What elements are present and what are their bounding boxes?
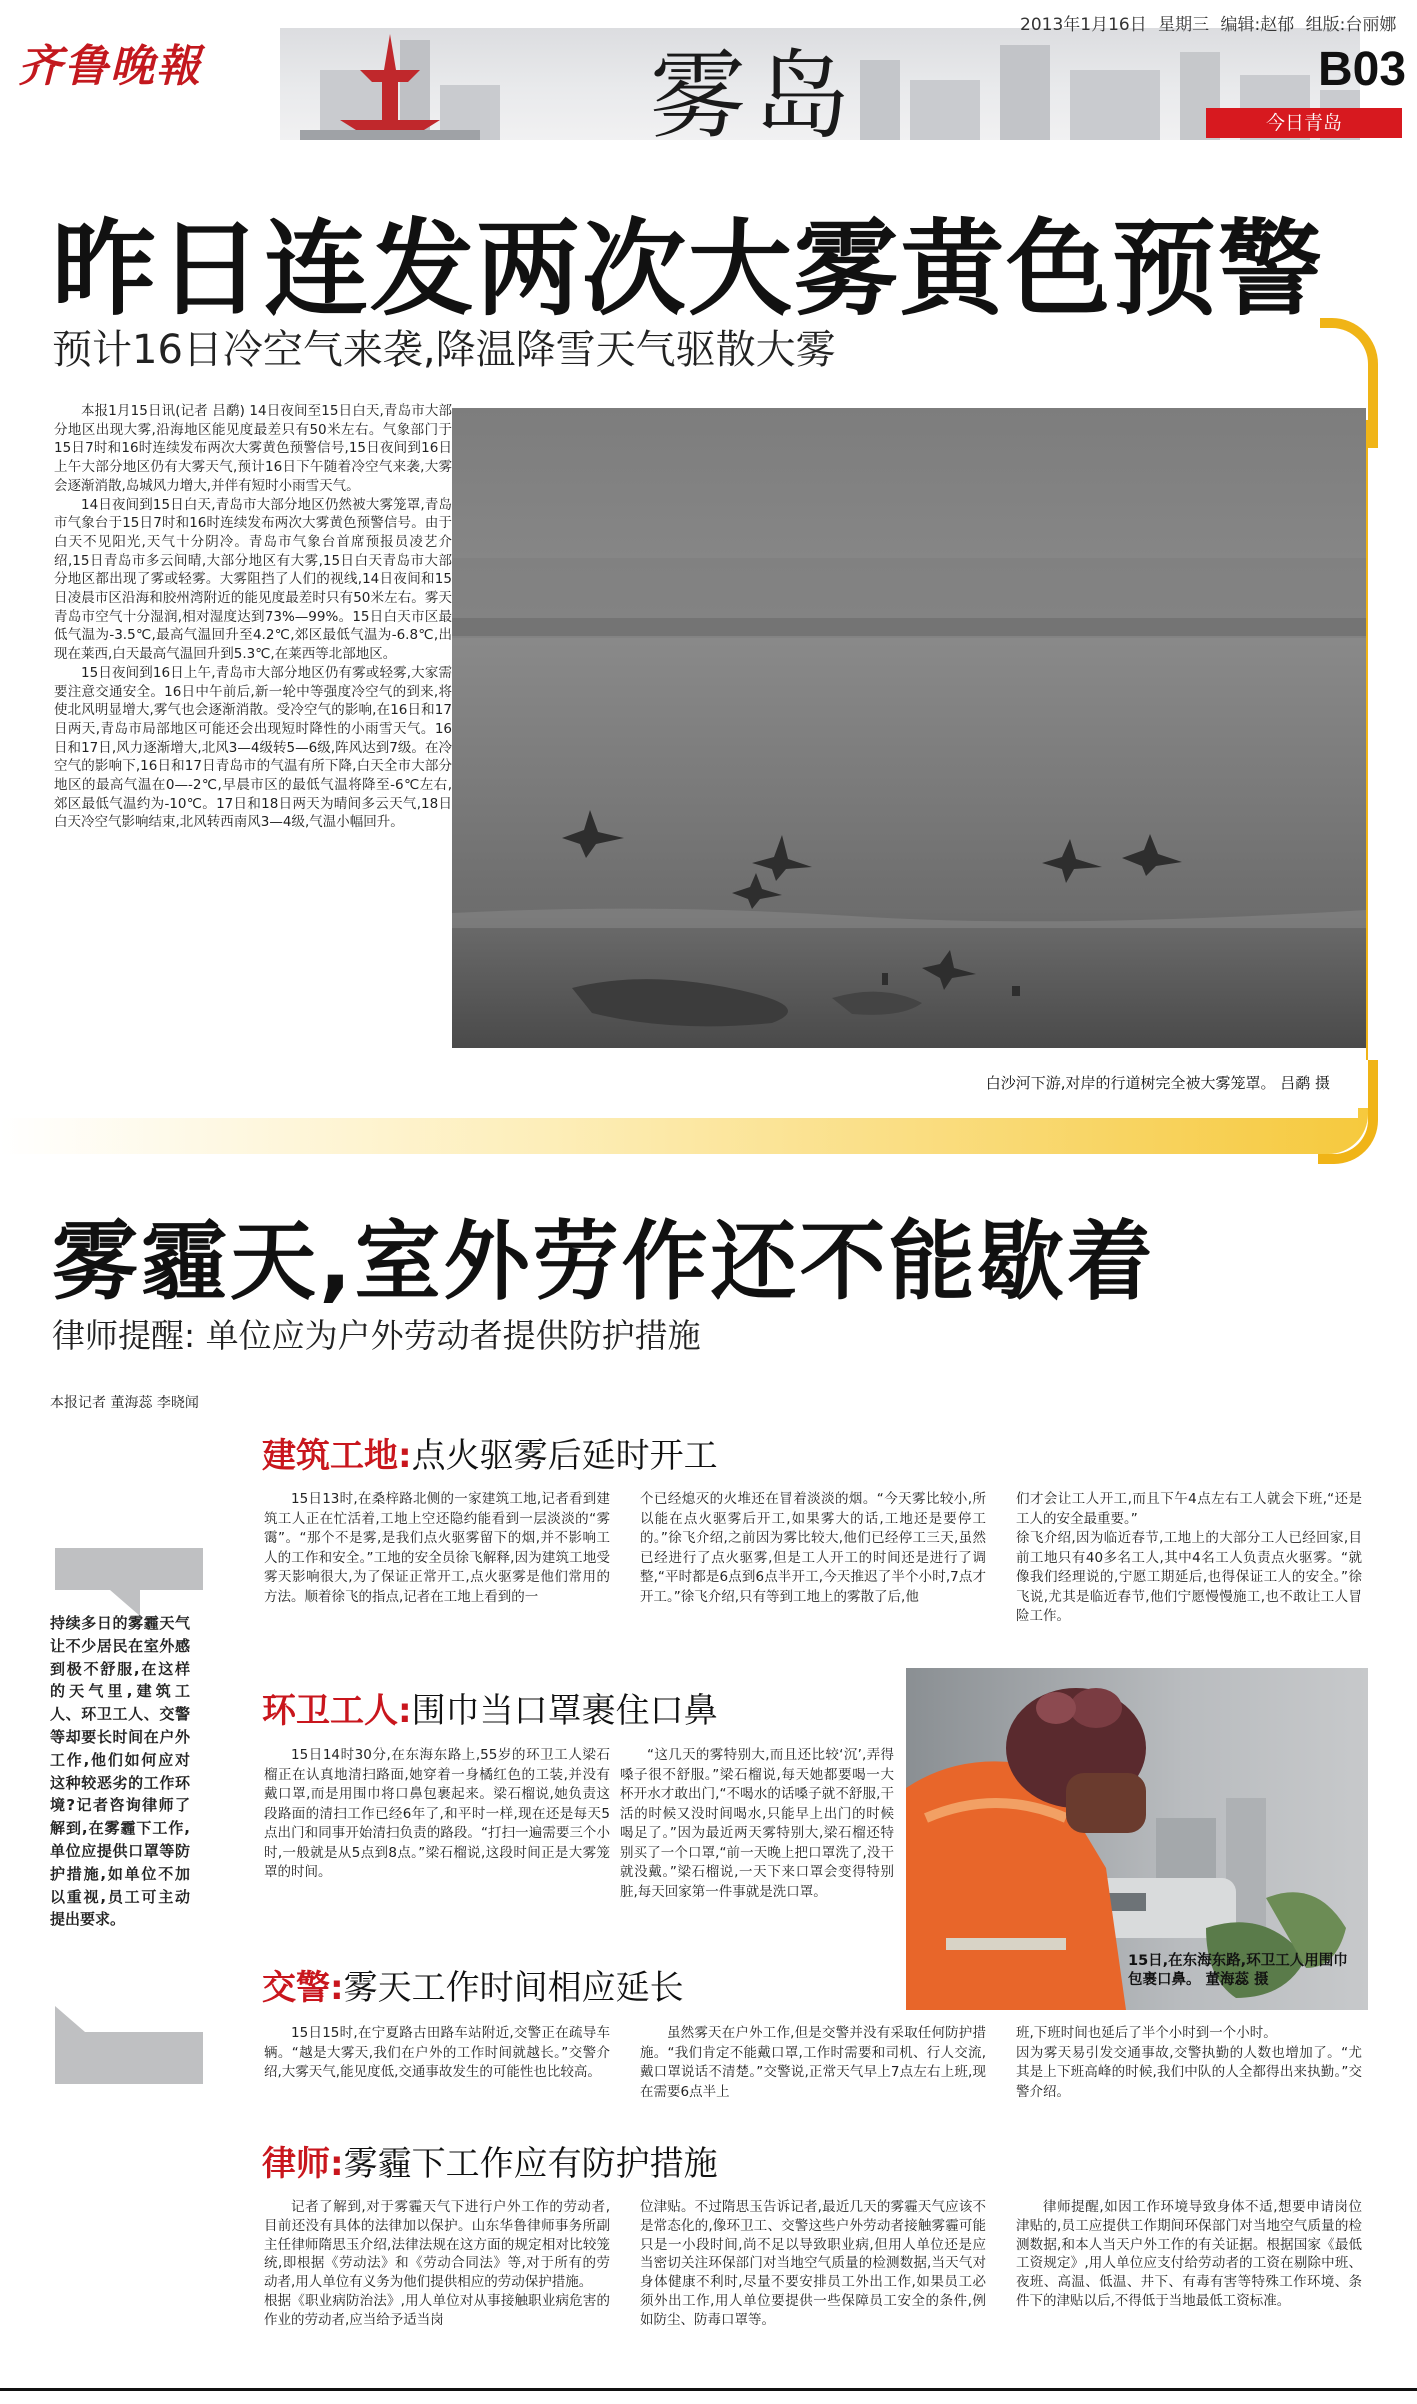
article-1-paragraph: 14日夜间到15日白天,青岛市大部分地区仍然被大雾笼罩,青岛市气象台于15日7时和16时连续发布两次大雾黄色预警信号。由于白天不见阳光,天气十分阴冷。青岛市气象台首席预报员凌艺介绍,15日青岛市多云间晴,大部分地区有大雾,15日白天青岛市大部分地区都出现了雾或轻雾。大雾阻挡了人们的视线,14日夜间和15日凌晨市区沿海和胶州湾附近的能见度最差时只有50米左右。雾天青岛市空气十分湿润,相对湿度达到73%—99%。15日白天市区最低气温为-3.5℃,最高气温回升至4.2℃,郊区最低气温为-6.8℃,出现在莱西,白天最高气温回升到5.3℃,在莱西等北部地区。	[54, 496, 452, 663]
tower-silhouette	[300, 30, 480, 140]
yellow-frame-mask	[0, 1098, 1358, 1118]
page-meta	[1020, 10, 1396, 35]
subhead-label: 交警:	[262, 1968, 344, 2008]
sidebar-quote-notch-bottom	[55, 2006, 85, 2032]
sidebar-summary: 持续多日的雾霾天气让不少居民在室外感到极不舒服,在这样的天气里,建筑工人、环卫工人、交警等却要长时间在户外工作,他们如何应对这种较恶劣的工作环境?记者咨询律师了解到,在雾霾下工作,单位应提供口罩等防护措施,如单位不加以重视,员工可主动提出要求。	[50, 1614, 190, 1929]
sidebar-quote-bar-top	[55, 1548, 203, 1590]
headline-2: 雾霾天,室外劳作还不能歇着	[52, 1212, 1156, 1312]
photo-fog-birds	[452, 408, 1366, 1098]
subhead-label: 建筑工地:	[262, 1436, 412, 1476]
subhead-sanitation	[262, 1683, 718, 1732]
subhead-traffic-police	[262, 1960, 684, 2009]
subhead-title: 雾霾下工作应有防护措施	[343, 2144, 718, 2184]
subhead-label: 环卫工人:	[262, 1691, 412, 1731]
construction-col-3: 们才会让工人开工,而且下午4点左右工人就会下班,“还是工人的安全最重要。” 徐飞介绍,因为临近春节,工地上的大部分工人已经回家,目前工地只有40多名工人,其中4名工人负责点火驱雾。“就像我们经理说的,宁愿工期延后,也得保证工人的安全。”徐飞说,尤其是临近春节,他们宁愿慢慢施工,也不敢让工人冒险工作。	[1016, 1491, 1362, 1624]
police-col-2: 虽然雾天在户外工作,但是交警并没有采取任何防护措施。“我们肯定不能戴口罩,工作时需要和司机、行人交流,戴口罩说话不清楚。”交警说,正常天气早上7点左右上班,现在需要6点半上	[640, 2025, 986, 2100]
date: 2013年1月16日	[1020, 15, 1147, 35]
article-1-paragraph: 本报1月15日讯(记者 吕鹬) 14日夜间至15日白天,青岛市大部分地区出现大雾,沿海地区能见度最差只有50米左右。气象部门于15日7时和16时连续发布两次大雾黄色预警信号,15日夜间到16日上午大部分地区仍有大雾天气,预计16日下午随着冷空气来袭,大雾会逐渐消散,岛城风力增大,并伴有短时小雨雪天气。	[54, 403, 452, 494]
sanitation-col-1: 15日14时30分,在东海东路上,55岁的环卫工人梁石榴正在认真地清扫路面,她穿着一身橘红色的工装,并没有戴口罩,而是用围巾将口鼻包裹起来。梁石榴说,她负责这段路面的清扫工作已经6年了,和平时一样,现在还是每天5点出门和同事开始清扫负责的路段。“打扫一遍需要三个小时,一般就是从5点到8点。”梁石榴说,这段时间正是大雾笼罩的时间。	[264, 1747, 610, 1880]
article-1-body	[54, 402, 452, 832]
subhead-construction	[262, 1428, 718, 1477]
masthead-logo: 齐鲁晚報	[18, 41, 202, 92]
article-1-paragraph: 15日夜间到16日上午,青岛市大部分地区仍有雾或轻雾,大家需要注意交通安全。16日中午前后,新一轮中等强度冷空气的到来,将使北风明显增大,雾气也会逐渐消散。受冷空气的影响,在16日和17日两天,青岛市局部地区可能还会出现短时降性的小雨雪天气。16日和17日,风力逐渐增大,北风3—4级转5—6级,阵风达到7级。在冷空气的影响下,16日和17日青岛市的气温有所下降,白天全市大部分地区的最高气温在0—-2℃,早晨市区的最低气温将降至-6℃左右,郊区最低气温约为-10℃。17日和18日两天为晴间多云天气,18日白天冷空气影响结束,北风转西南风3—4级,气温小幅回升。	[54, 664, 452, 831]
headline-1: 昨日连发两次大雾黄色预警	[52, 208, 1325, 330]
weekday: 星期三	[1158, 15, 1210, 35]
section-tag: 今日青岛	[1206, 108, 1402, 138]
editor: 编辑:赵郁	[1220, 15, 1295, 35]
subhead-title: 点火驱雾后延时开工	[411, 1436, 718, 1476]
subhead-lawyer	[262, 2136, 718, 2185]
sanitation-col-2: “这几天的雾特别大,而且还比较‘沉’,弄得嗓子很不舒服。”梁石榴说,每天她都要喝一大杯开水才敢出门,“不喝水的话嗓子就不舒服,干活的时候又没时间喝水,只能早上出门的时候喝足了。”因为最近两天雾特别大,梁石榴还特别买了一个口罩,“前一天晚上把口罩洗了,没干就没戴。”梁石榴说,一天下来口罩会变得特别脏,每天回家第一件事就是洗口罩。	[620, 1747, 894, 1900]
police-col-1: 15日15时,在宁夏路古田路车站附近,交警正在疏导车辆。“越是大雾天,我们在户外的工作时间就越长。”交警介绍,大雾天气,能见度低,交通事故发生的可能性也比较高。	[264, 2025, 610, 2080]
photo-caption: 白沙河下游,对岸的行道树完全被大雾笼罩。 吕鹬 摄	[985, 1074, 1330, 1092]
layout-editor: 组版:台丽娜	[1305, 15, 1397, 35]
page-number: B03	[1318, 43, 1407, 96]
byline: 本报记者 董海蕊 李晓闻	[50, 1395, 199, 1411]
lawyer-col-2: 位津贴。不过隋思玉告诉记者,最近几天的雾霾天气应该不是常态化的,像环卫工、交警这些户外劳动者接触雾霾可能只是一小段时间,尚不足以导致职业病,但用人单位还是应当密切关注环保部门对当地空气质量的检测数据,当天气对身体健康不利时,尽量不要安排员工外出工作,如果员工必须外出工作,用人单位要提供一些保障员工安全的条件,例如防尘、防毒口罩等。	[640, 2199, 986, 2328]
page-bottom-rule	[0, 2388, 1417, 2391]
lawyer-col-3: 律师提醒,如因工作环境导致身体不适,想要申请岗位津贴的,员工应提供工作期间环保部门对当地空气质量的检测数据,和本人当天户外工作的有关证据。根据国家《最低工资规定》,用人单位应支付给劳动者的工资在剔除中班、夜班、高温、低温、井下、有毒有害等特殊工作环境、条件下的津贴以后,不得低于当地最低工资标准。	[1016, 2199, 1362, 2309]
construction-col-1: 15日13时,在桑梓路北侧的一家建筑工地,记者看到建筑工人正在忙活着,工地上空还隐约能看到一层淡淡的“雾霭”。“那个不是雾,是我们点火驱雾留下的烟,并不影响工人的工作和安全。”工地的安全员徐飞解释,因为建筑工地受雾天影响很大,为了保证正常开工,点火驱雾是他们常用的方法。顺着徐飞的指点,记者在工地上看到的一	[264, 1491, 610, 1605]
subheadline-2: 律师提醒: 单位应为户外劳动者提供防护措施	[52, 1316, 701, 1355]
police-col-3: 班,下班时间也延后了半个小时到一个小时。 因为雾天易引发交通事故,交警执勤的人数也增加了。“尤其是上下班高峰的时候,我们中队的人全都得出来执勤。”交警介绍。	[1016, 2025, 1362, 2100]
fog-river-photo	[452, 408, 1366, 1048]
lawyer-col-1: 记者了解到,对于雾霾天气下进行户外工作的劳动者,目前还没有具体的法律加以保护。山东华鲁律师事务所副主任律师隋思玉介绍,法律法规在这方面的规定相对比较笼统,即根据《劳动法》和《劳动合同法》等,对于所有的劳动者,用人单位有义务为他们提供相应的劳动保护措施。 根据《职业病防治法》,用人单位对从事接触职业病危害的作业的劳动者,应当给予适当岗	[264, 2199, 610, 2328]
subhead-label: 律师:	[262, 2144, 344, 2184]
sidebar-quote-bar-bottom	[55, 2032, 203, 2084]
photo-caption: 15日,在东海东路,环卫工人用围巾包裹口鼻。 董海蕊 摄	[1128, 1953, 1348, 1988]
construction-col-2: 个已经熄灭的火堆还在冒着淡淡的烟。“今天雾比较小,所以能在点火驱雾后开工,如果雾大的话,工地还是要停工的。”徐飞介绍,之前因为雾比较大,他们已经停工三天,虽然已经进行了点火驱雾,但是工人开工的时间还是进行了调整,“平时都是6点到6点半开工,今天推迟了半个小时,7点才开工。”徐飞介绍,只有等到工地上的雾散了后,他	[640, 1491, 986, 1605]
subhead-title: 围巾当口罩裹住口鼻	[411, 1691, 718, 1731]
subheadline-1: 预计16日冷空气来袭,降温降雪天气驱散大雾	[52, 327, 836, 373]
section-title: 雾岛	[650, 40, 858, 152]
subhead-title: 雾天工作时间相应延长	[343, 1968, 684, 2008]
